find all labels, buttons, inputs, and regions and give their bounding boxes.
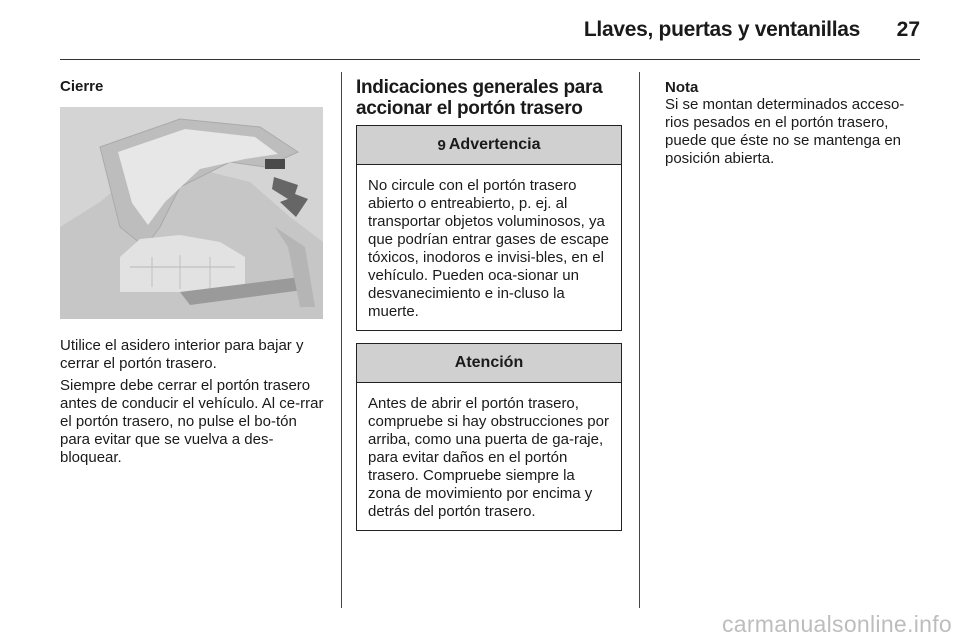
right-column: [665, 80, 927, 168]
section-heading-general: Indicaciones generales para accionar el portón trasero: [356, 77, 603, 119]
caution-title: Atención: [454, 354, 524, 371]
warning-triangle-icon: 9: [437, 136, 446, 154]
page-number: 27: [896, 18, 920, 41]
caution-text: Antes de abrir el portón trasero, compruebe si hay obstrucciones por arriba, como una puerta de ga-raje, para evitar daños en el portón trasero. Compruebe siempre la zona de movimiento por encima y detrás del portón trasero.: [368, 395, 609, 520]
warning-title: Advertencia: [448, 136, 541, 153]
note-title: Nota: [665, 79, 699, 96]
tailgate-illustration: [60, 107, 323, 319]
caution-box: [356, 343, 622, 531]
note-text: Si se montan determinados acceso-rios pesados en el portón trasero, puede que éste no se mantenga en posición abierta.: [665, 96, 905, 167]
column-divider-right: [639, 72, 640, 608]
left-column: [60, 78, 326, 471]
warning-text: No circule con el portón trasero abierto o entreabierto, p. ej. al transportar objetos voluminosos, ya que podrían entrar gases de escape tóxicos, inodoros e invisi-bles, en el vehículo. Pueden oca-sionar un desvanecimiento e in-cluso la muerte.: [368, 177, 610, 320]
watermark: carmanualsonline.info: [721, 611, 952, 637]
warning-box-header: [357, 126, 621, 165]
column-divider-left: [341, 72, 342, 608]
section-heading-cierre: Cierre: [60, 78, 104, 95]
paragraph-handle: Utilice el asidero interior para bajar y cerrar el portón trasero.: [60, 337, 304, 372]
paragraph-close-before-driving: Siempre debe cerrar el portón trasero antes de conducir el vehículo. Al ce-rrar el portón trasero, no pulse el bo-tón para evitar que se vuelva a des-bloquear.: [60, 377, 324, 466]
warning-box: [356, 125, 622, 331]
middle-column: [356, 77, 622, 531]
header-divider: [60, 59, 920, 60]
caution-box-header: [357, 344, 621, 383]
page-header-title: Llaves, puertas y ventanillas: [583, 18, 860, 41]
